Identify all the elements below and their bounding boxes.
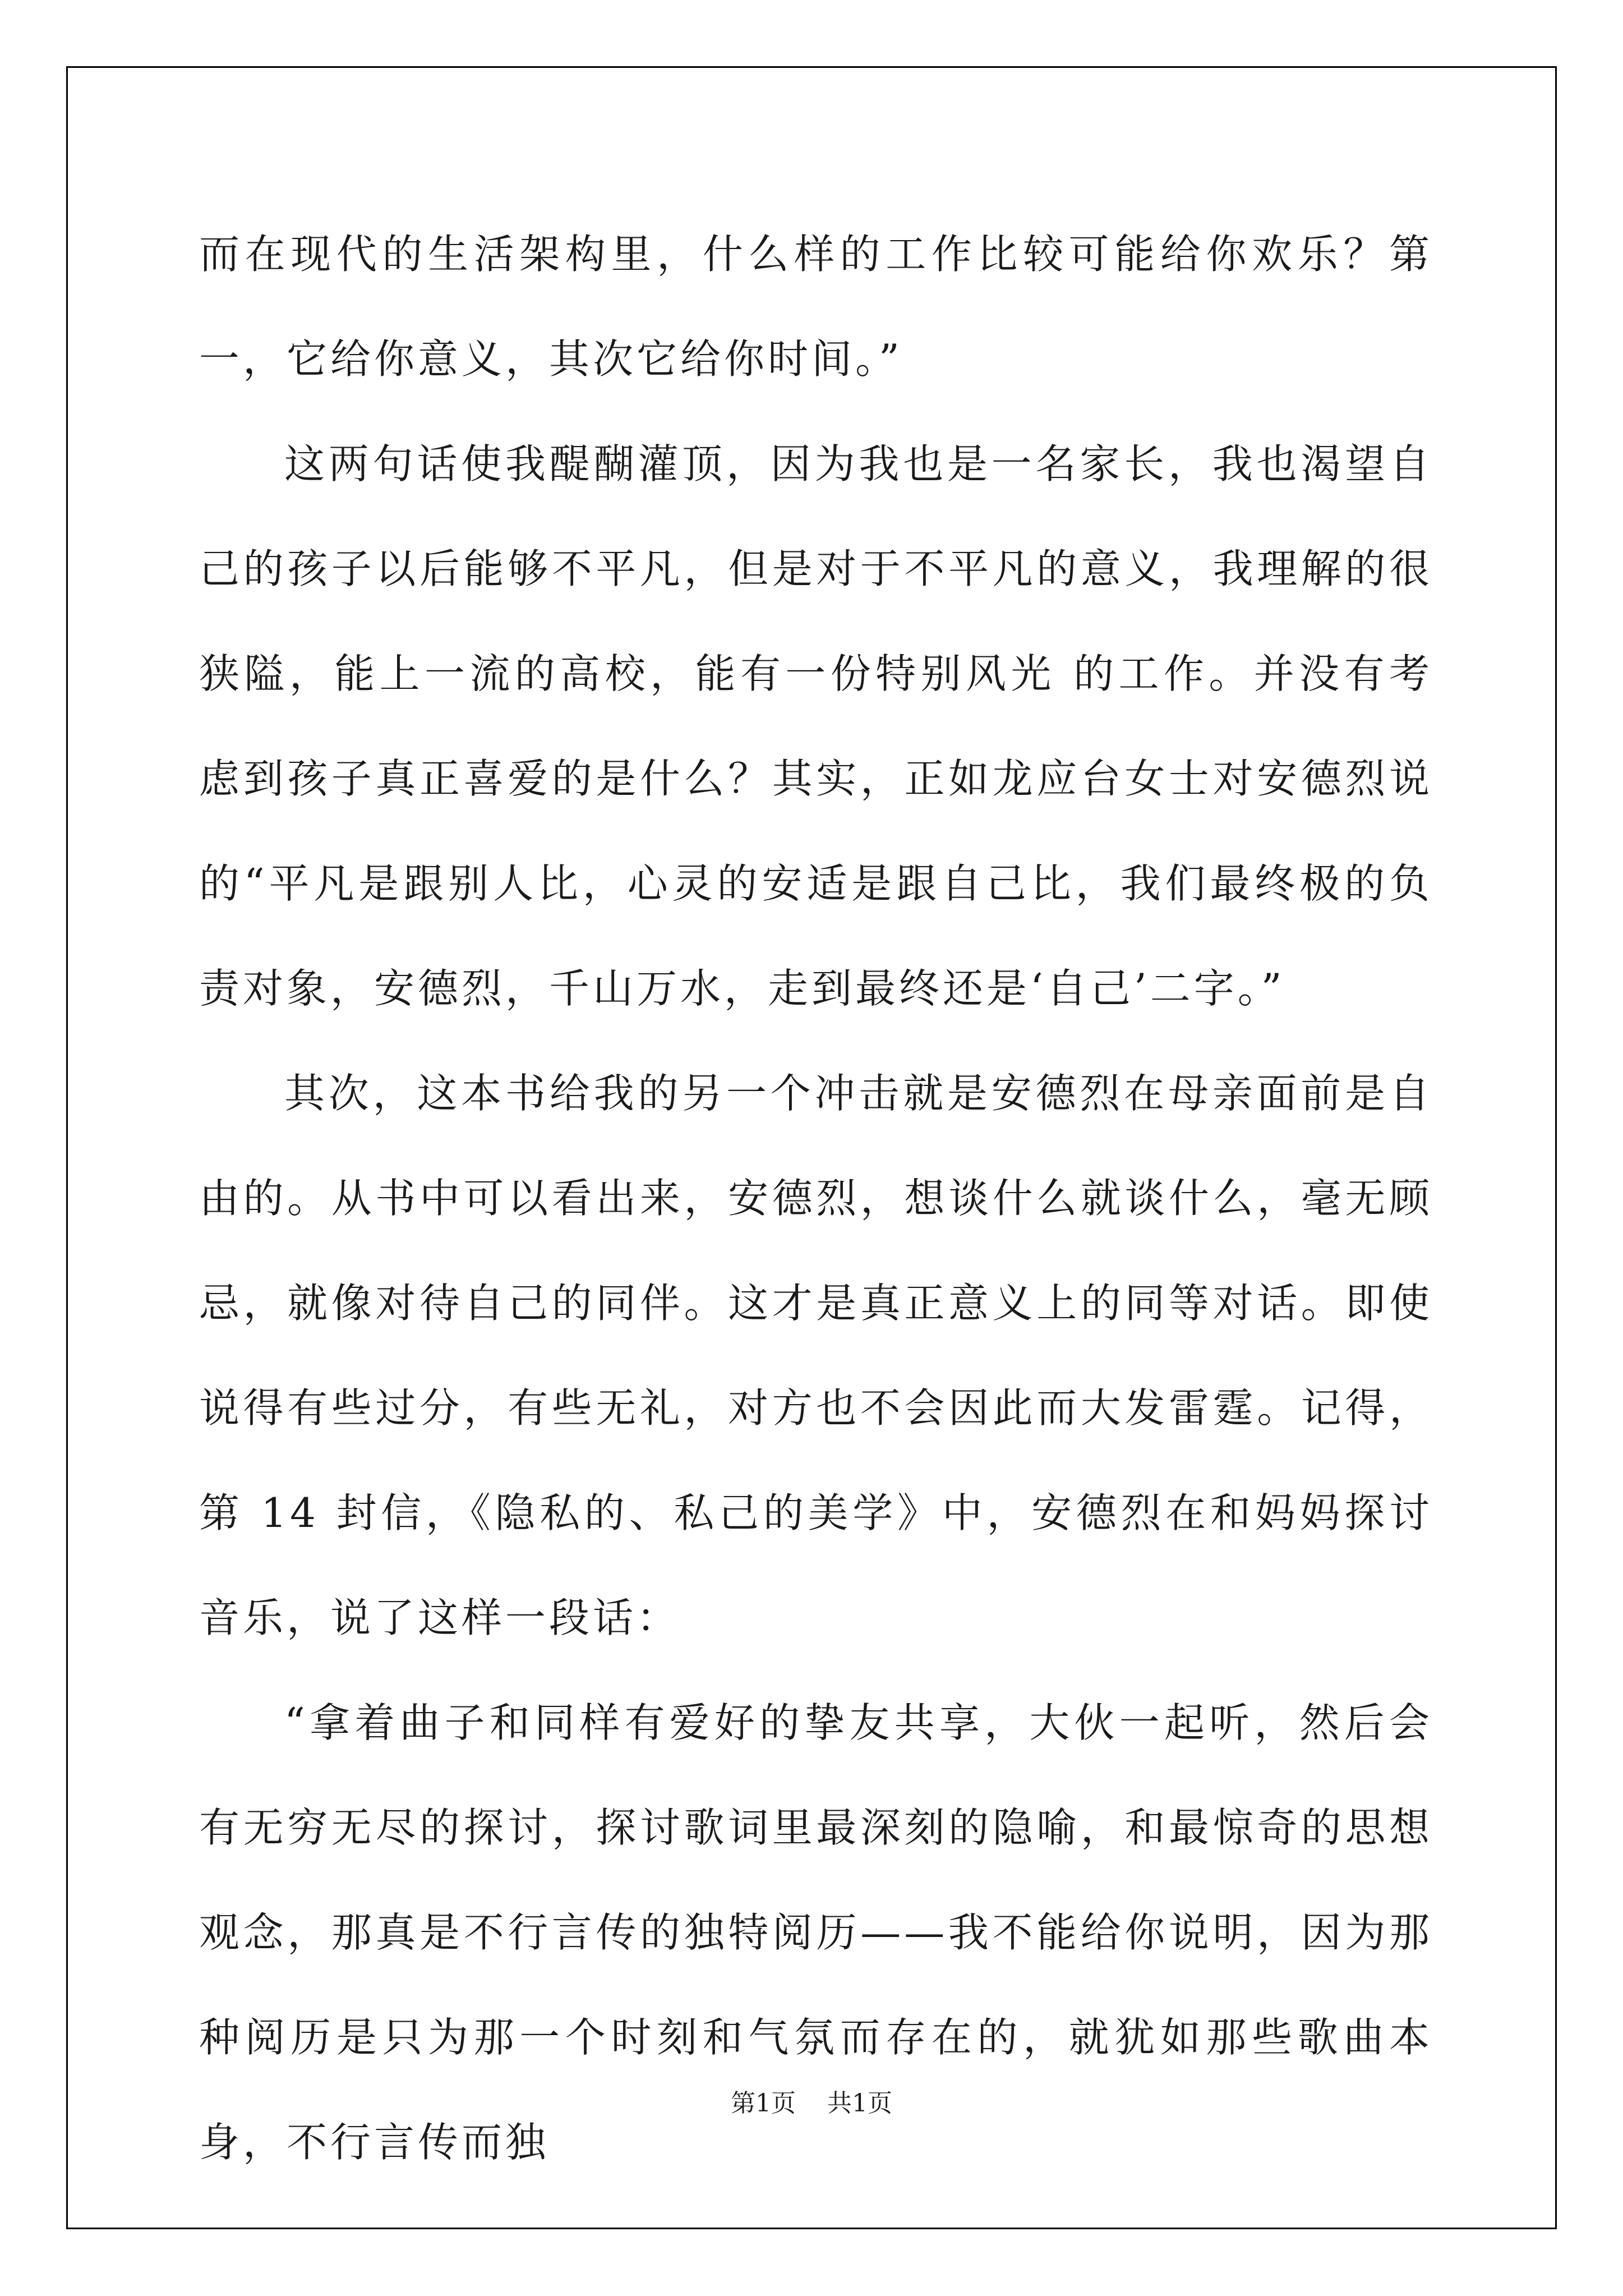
page-number: 第1页 bbox=[731, 2089, 796, 2118]
paragraph-1: 而在现代的生活架构里，什么样的工作比较可能给你欢乐？第一，它给你意义，其次它给你时间。” bbox=[199, 231, 1433, 383]
page-total: 共1页 bbox=[827, 2089, 892, 2118]
paragraph-3: 其次，这本书给我的另一个冲击就是安德烈在母亲面前是自由的。从书中可以看出来，安德烈，想谈什么就谈什么，毫无顾忌，就像对待自己的同伴。这才是真正意义上的同等对话。即使说得有些过分，有些无礼，对方也不会因此而大发雷霆。记得，第 14 封信，《隐私的、私己的美学》中，安德烈在和妈妈探讨音乐，说了这样一段话： bbox=[199, 1070, 1433, 1641]
document-body bbox=[199, 202, 1433, 2195]
paragraph-4: “拿着曲子和同样有爱好的挚友共享，大伙一起听，然后会有无穷无尽的探讨，探讨歌词里最深刻的隐喻，和最惊奇的思想观念，那真是不行言传的独特阅历——我不能给你说明，因为那种阅历是只为那一个时刻和气氛而存在的，就犹如那些歌曲本身，不行言传而独 bbox=[199, 1699, 1433, 2166]
paragraph-2: 这两句话使我醍醐灌顶，因为我也是一名家长，我也渴望自己的孩子以后能够不平凡，但是对于不平凡的意义，我理解的很狭隘，能上一流的高校，能有一份特别风光 的工作。并没有考虑到孩子真正喜爱的是什么？其实，正如龙应台女士对安德烈说的“平凡是跟别人比，心灵的安适是跟自己比，我们最终极的负责对象，安德烈，千山万水，走到最终还是‘自己’二字。” bbox=[199, 440, 1433, 1012]
page-footer bbox=[0, 2087, 1623, 2120]
